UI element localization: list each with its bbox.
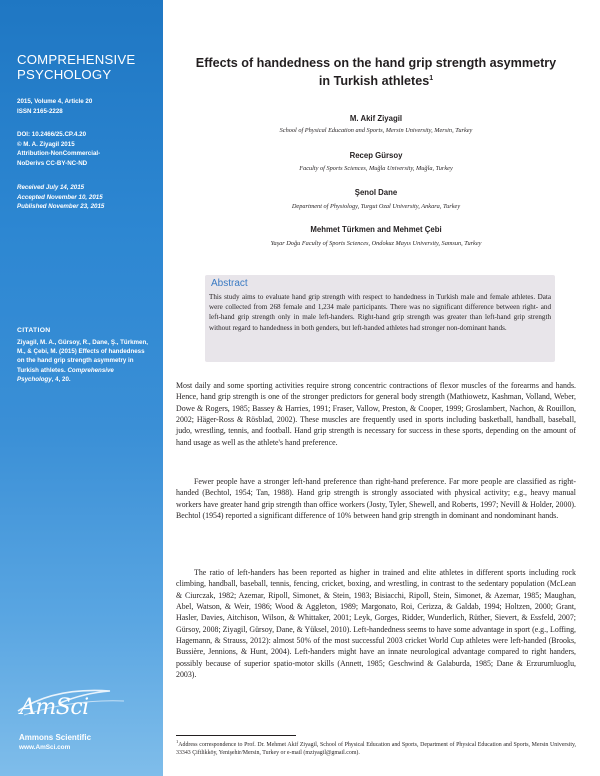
logo-text: AmSci — [20, 695, 89, 720]
issue-volume: 2015, Volume 4, Article 20 — [17, 98, 93, 105]
author-affiliation: Yaşar Doğu Faculty of Sports Sciences, Ondokuz Mayıs University, Samsun, Turkey — [270, 240, 482, 247]
author-name: Şenol Dane — [354, 188, 398, 197]
author-name: Recep Gürsoy — [349, 151, 403, 160]
journal-name-line2: PSYCHOLOGY — [17, 67, 112, 82]
journal-name-line1: COMPREHENSIVE — [17, 52, 136, 67]
citation-authors-title: Ziyagil, M. A., Gürsoy, R., Dane, Ş., Türkmen, M., & Çebi, M. (2015) Effects of handedness on the hand grip strength asymmetry in Turkish athletes. — [17, 339, 148, 374]
body-paragraph: Most daily and some sporting activities require strong concentric contractions of flexor muscles of the forearms and hands. Hence, hand grip strength is one of the stronger predictors for general body strength (Mathiowetz, Kashman, Volland, Weber, Dowe & Rogers, 1985; Bassey & Harries, 1991; Fraser, Vallow, Preston, & Cooper, 1999; Groslambert, Nachon, & Rouillon, 2002; Häger-Ross & Rösblad, 2002). These muscles are frequently used in sports including basketball, handball, baseball, judo, wrestling, tennis, and football. Hand grip strength is necessary for success in these sports, depending on the amount of hand usage as well as the athlete's hand preference. — [176, 381, 576, 447]
copyright: © M. A. Ziyagil 2015 — [17, 140, 75, 148]
doi: DOI: 10.2466/25.CP.4.20 — [17, 131, 87, 138]
footnote-divider — [176, 735, 296, 736]
footnote-text: Address correspondence to Prof. Dr. Mehmet Akif Ziyagil, School of Physical Education and Sports, Department of Physical Education and Sports, Mersin University, 33343 Çiftlikköy, Yenişehir/Mersin, Turkey or e-mail (mziyagil@gmail.com). — [176, 741, 576, 757]
publication-dates — [17, 183, 157, 212]
doi-license — [17, 130, 157, 168]
citation-journal: Comprehensive Psychology — [17, 366, 114, 383]
title-line2 — [176, 71, 576, 89]
publisher-url[interactable]: www.AmSci.com — [19, 744, 71, 751]
issue-info — [17, 97, 157, 116]
abstract-heading: Abstract — [211, 278, 248, 289]
citation-text — [17, 338, 151, 384]
footnote-marker: 1 — [176, 739, 179, 744]
title-line2-text: in Turkish athletes — [318, 74, 430, 89]
body-paragraph: Fewer people have a stronger left-hand preference than right-hand preference. Far more people are classified as right-handed (Bechtol, 1954; Tan, 1988). Hand grip strength is strongly associated with physical activity; e.g., heavy manual workers have greater hand grip strength than office workers (Josty, Tyler, Shewell, and Roberts, 1997; Nevill & Holder, 2000). Bechtol (1954) reported a significant difference of 10% between hand grip strength in dominant and nondominant hands. — [176, 477, 576, 521]
received-date: Received July 14, 2015 — [17, 184, 85, 191]
author-affiliation: Department of Physiology, Turgut Ozal University, Ankara, Turkey — [291, 203, 461, 210]
amsci-logo — [14, 685, 154, 735]
abstract-box — [205, 275, 555, 362]
title-line1: Effects of handedness on the hand grip strength asymmetry — [195, 56, 557, 70]
article-title — [176, 55, 576, 89]
author-name: M. Akif Ziyagil — [349, 114, 403, 123]
author-name: Mehmet Türkmen and Mehmet Çebi — [310, 225, 442, 234]
license-line1: Attribution-NonCommercial- — [17, 150, 101, 158]
published-date: Published November 23, 2015 — [17, 203, 105, 211]
abstract-text: This study aims to evaluate hand grip strength with respect to handedness in Turkish male and female athletes. Data were collected from 268 female and 1,234 male participants. There was no significant difference between right- and left-hand grip strength only in male left-handers. Right-hand grip strength was greater than left-hand grip strength without regard to handedness in both genders, but left-handed athletes had stronger non-dominant hands. — [209, 293, 551, 332]
journal-sidebar — [0, 0, 163, 776]
license-line2: NoDerivs CC-BY-NC-ND — [17, 159, 88, 167]
title-footnote-marker[interactable]: 1 — [429, 75, 434, 82]
body-paragraph: The ratio of left-handers has been reported as higher in trained and elite athletes in different sports including rock climbing, handball, baseball, tennis, fencing, cricket, boxing, and wrestling, in contrast to the sedentary population (McLean & Ciurczak, 1982; Azemar, Ripoll, Simonet, & Stein, 1983; Bisiacchi, Ripoll, Stein, Simonet, & Azemar, 1985; Maughan, Abel, Watson, & Weir, 1986; Wood & Aggleton, 1989; Margonato, Roi, Cerizza, & Galdab, 1994; Holtzen, 2000; Grant, Hasler, Davies, Aitchison, Wilson, & Whittaker, 2001; Leyk, Gorges, Ridder, Wunderlich, Rüther, Sievert, & Essfeld, 2007; Gürsoy, 2008; Ziyagil, Gürsoy, Dane, & Yüksel, 2010). Left-handedness seems to have some advantage in sport (e.g., Loffing, Hagemann, & Strauss, 2012): almost 50% of the most successful 2003 cricket World Cup athletes were left-handed (Brooks, Bussière, Jennions, & Hunt, 2004). Left-handers might have an innate neurological advantage compared to right handers, possibly because of superior spatio-motor skills (Annett, 1985; Geschwind & Galaburda, 1985; Dane & Erzurumluoglu, 2003). — [176, 568, 576, 680]
footnote — [176, 738, 576, 757]
author-affiliation: School of Physical Education and Sports, Mersin University, Mersin, Turkey — [279, 127, 473, 134]
issn: ISSN 2165-2228 — [17, 107, 63, 115]
citation-heading: CITATION — [17, 327, 51, 334]
publisher-name: Ammons Scientific — [19, 733, 92, 742]
author-affiliation: Faculty of Sports Sciences, Muğla University, Muğla, Turkey — [299, 165, 453, 172]
journal-name — [17, 52, 157, 82]
accepted-date: Accepted November 10, 2015 — [17, 193, 103, 201]
citation-volume: , 4, 20. — [51, 375, 71, 383]
